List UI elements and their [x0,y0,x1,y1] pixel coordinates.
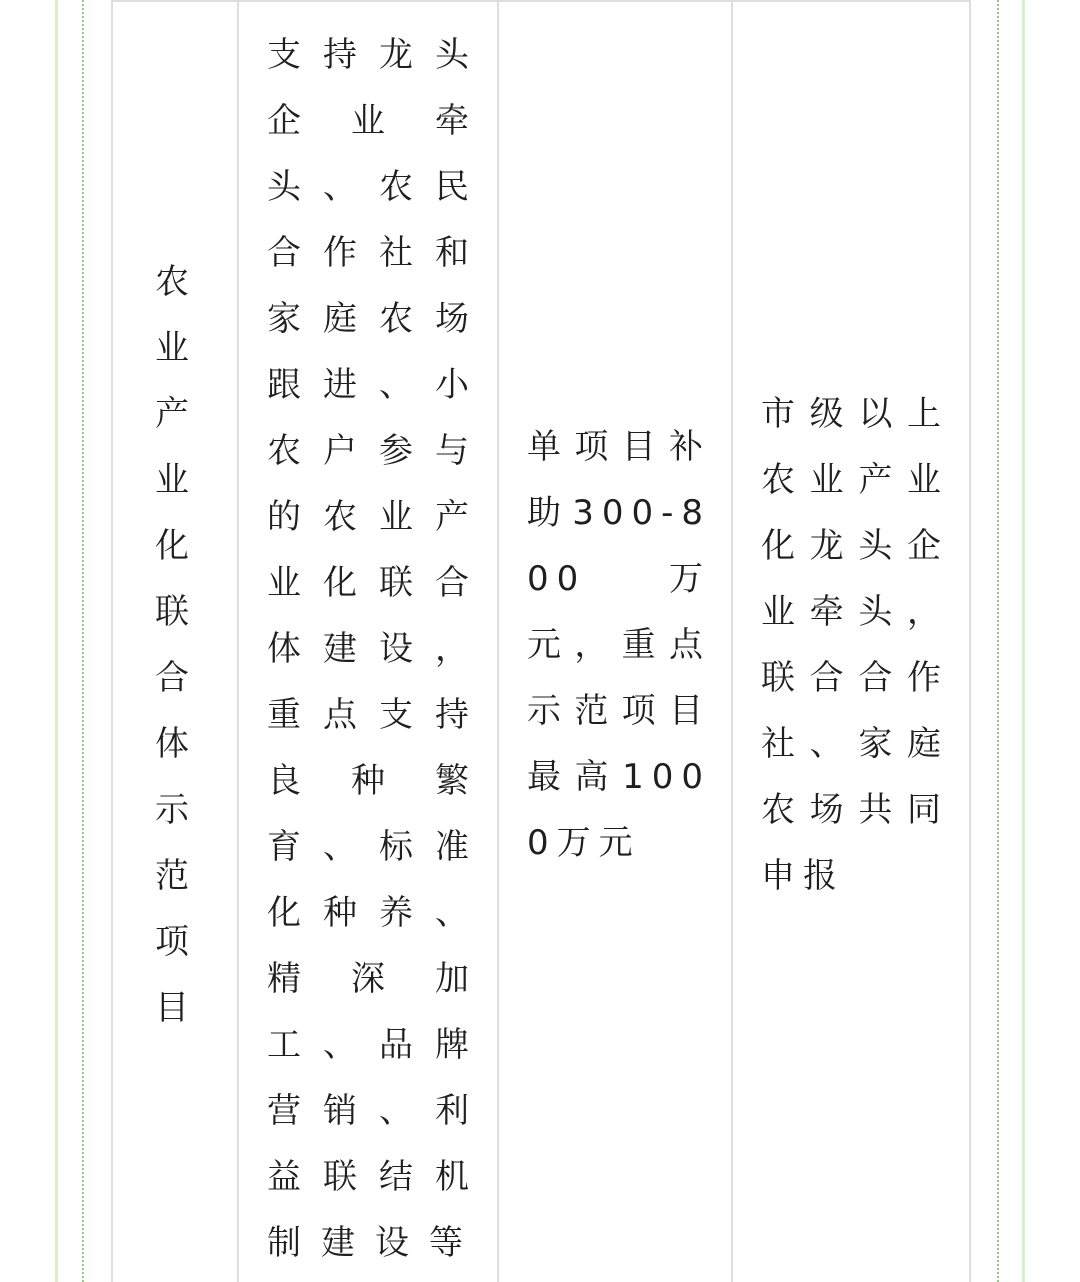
content-text: 支持龙头企业牵头、农民合作社和家庭农场跟进、小农户参与的农业产业化联合体建设，重点支持良种繁育、标准化种养、精深加工、品牌营销、利益联结机制建设等 [267,35,489,1263]
applicant-text: 市级以上农业产业化龙头企业牵头，联合合作社、家庭农场共同申报 [761,394,949,896]
content-cell [238,1,498,1282]
project-name-text: 农业产业化联合体示范项目 [155,262,189,1028]
policy-table [111,0,971,1282]
subsidy-cell [498,1,732,1282]
subsidy-text: 单项目补助300-800万元，重点示范项目最高1000万元 [527,427,711,863]
project-name-cell [112,1,238,1282]
table-row [112,1,970,1282]
dotted-border-right [997,0,999,1282]
applicant-cell [732,1,970,1282]
dotted-border-left [82,0,84,1282]
